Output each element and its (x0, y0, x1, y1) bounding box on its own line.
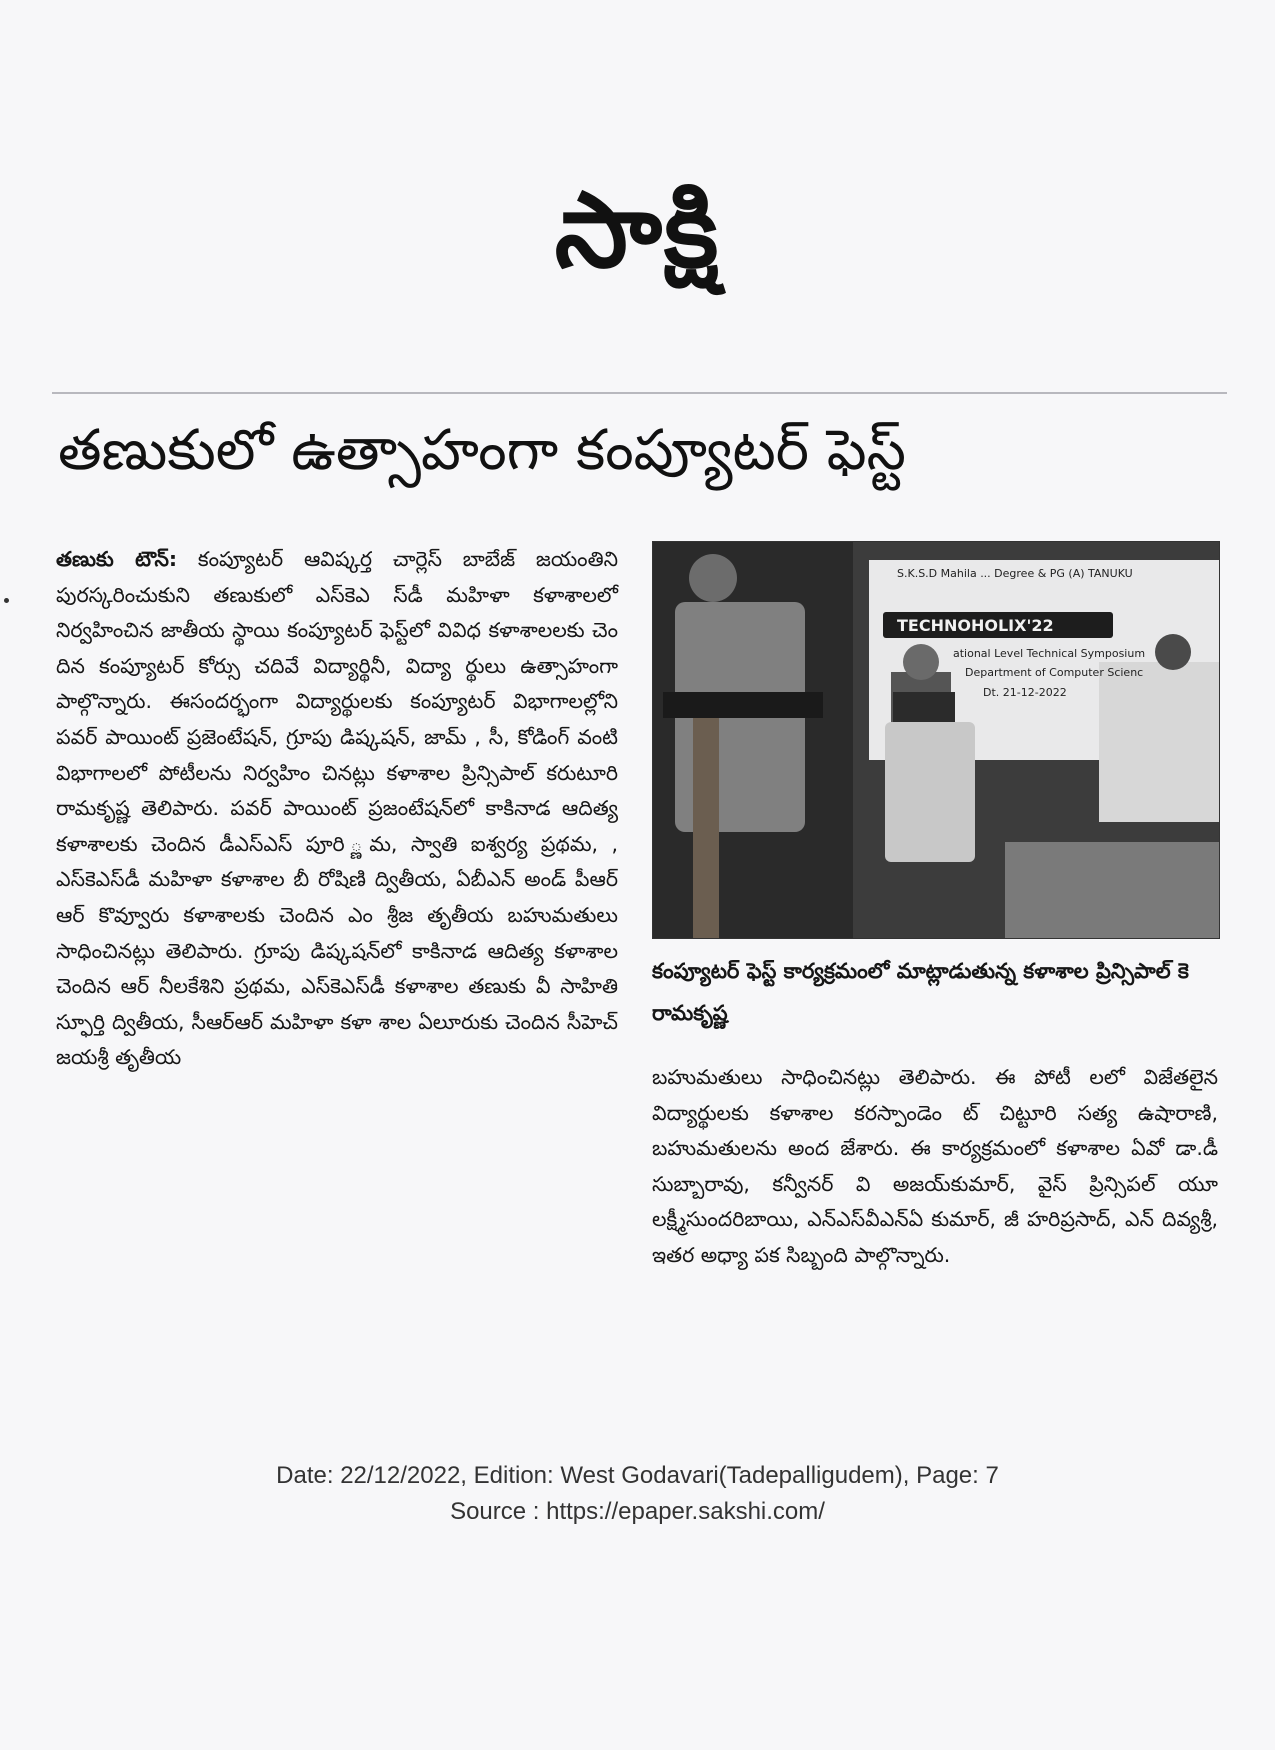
footer-source-url: Source : https://epaper.sakshi.com/ (450, 1498, 825, 1525)
article-body-left: కంప్యూటర్ ఆవిష్కర్త చార్లెస్ బాబేజ్ జయంతిని పురస్కరించుకుని తణుకులో ఎస్‌కెఎ స్‌డీ మహిళా కళాశాలలో నిర్వహించిన జాతీయ స్థాయి కంప్యూటర్ ఫెస్ట్‌లో వివిధ కళాశాలలకు చెం దిన కంప్యూటర్ కోర్సు చదివే విద్యార్థినీ, విద్యా ర్థులు ఉత్సాహంగా పాల్గొన్నారు. ఈసందర్భంగా విద్యార్థులకు కంప్యూటర్ విభాగాలల్లోని పవర్ పాయింట్ ప్రజెంటేషన్, గ్రూపు డిష్కషన్, జామ్ , సీ, కోడింగ్ వంటి విభాగాలలో పోటీలను నిర్వహిం చినట్లు కళాశాల ప్రిన్సిపాల్ కరుటూరి రామకృష్ణ తెలిపారు. పవర్ పాయింట్ ప్రజంటేషన్‌లో కాకినాడ ఆదిత్య కళాశాలకు చెందిన డీఎస్ఎస్ పూరి ్ణమ, స్వాతి ఐశ్వర్య ప్రథమ, , ఎస్‌కెఎస్‌డీ మహిళా కళాశాల బీ రోషిణి ద్వితీయ, ఏబీఎన్ అండ్ పీఆర్ ఆర్ కొవ్వూరు కళాశాలకు చెందిన ఎం శ్రీజ తృతీయ బహుమతులు సాధించినట్లు తెలిపారు. గ్రూపు డిష్కషన్‌లో కాకినాడ ఆదిత్య కళాశాల చెందిన ఆర్ నీలకేశిని ప్రథమ, ఎస్‌కెఎస్‌డీ కళాశాల తణుకు వీ సాహితి స్ఫూర్తి ద్వితీయ, సీఆర్ఆర్ మహిళా కళా శాల ఏలూరుకు చెందిన సీహెచ్ జయశ్రీ తృతీయ (56, 547, 618, 1070)
source-footer (0, 1458, 1275, 1530)
article-headline: తణుకులో ఉత్సాహంగా కంప్యూటర్ ఫెస్ట్ (58, 418, 906, 483)
article-column-left (56, 542, 618, 1076)
newspaper-masthead: సాక్షి (554, 169, 721, 291)
banner-title-text: TECHNOHOLIX'22 (897, 616, 1054, 635)
scan-speck (4, 598, 9, 603)
banner-top-text: S.K.S.D Mahila ... Degree & PG (A) TANUKU (897, 567, 1133, 580)
banner-date-text: Dt. 21-12-2022 (983, 686, 1067, 699)
dateline: తణుకు టౌన్: (56, 547, 178, 571)
footer-date-edition: Date: 22/12/2022, Edition: West Godavari(Tadepalligudem), Page: 7 (276, 1462, 999, 1489)
photo-scene (653, 542, 1219, 938)
banner-line1-text: ational Level Technical Symposium (953, 647, 1146, 660)
masthead-divider (52, 392, 1227, 394)
article-column-right: బహుమతులు సాధించినట్లు తెలిపారు. ఈ పోటీ లలో విజేతలైన విద్యార్థులకు కళాశాల కరస్పాండెం ట్ చిట్టూరి సత్య ఉషారాణి, బహుమతులను అంద జేశారు. ఈ కార్యక్రమంలో కళాశాల ఏవో డా.డీ సుబ్బారావు, కన్వీనర్ వి అజయ్‌కుమార్, వైస్ ప్రిన్సిపల్ యూ లక్ష్మీసుందరిబాయి, ఎన్ఎస్‌వీఎన్ఏ కుమార్, జీ హరిప్రసాద్, ఎన్ దివ్యశ్రీ, ఇతర అధ్యా పక సిబ్బంది పాల్గొన్నారు. (652, 1065, 1218, 1267)
article-photo (652, 541, 1220, 939)
banner-line2-text: Department of Computer Scienc (965, 666, 1144, 679)
photo-caption: కంప్యూటర్ ఫెస్ట్ కార్యక్రమంలో మాట్లాడుతున్న కళాశాల ప్రిన్సిపాల్ కె రామకృష్ణ (652, 959, 1189, 1025)
